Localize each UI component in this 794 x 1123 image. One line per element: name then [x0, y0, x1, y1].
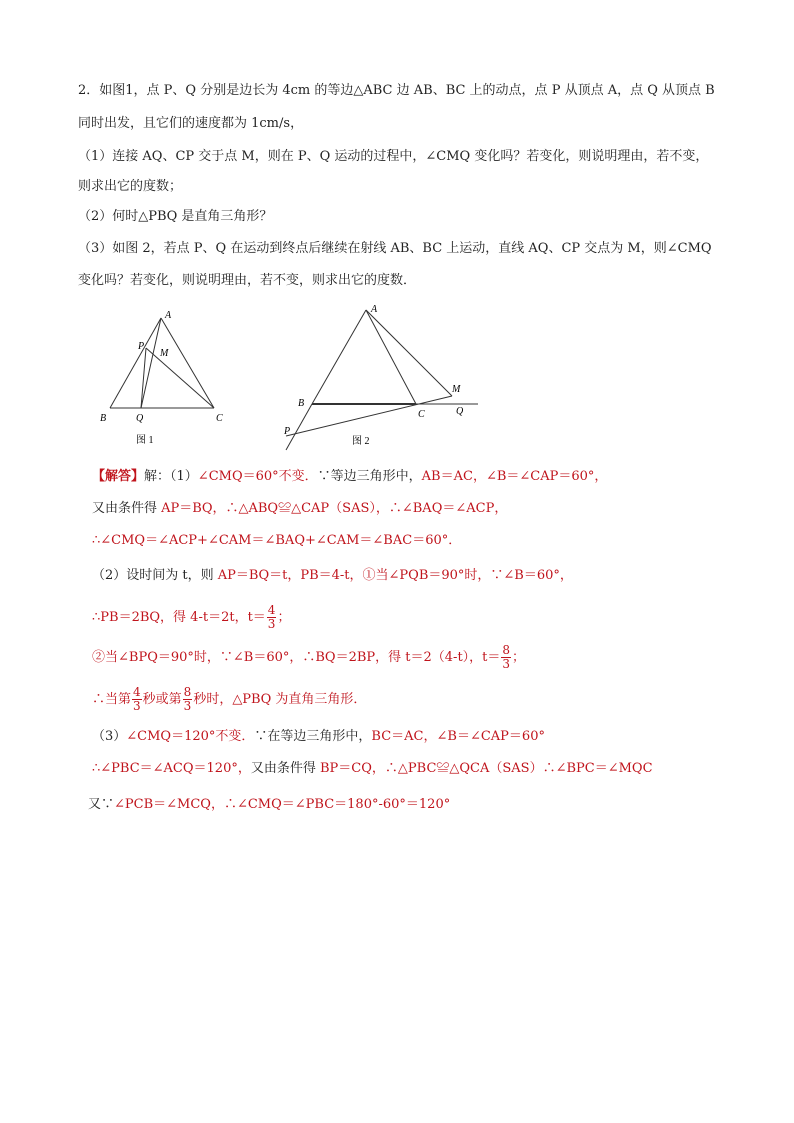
solution-math: ∴PB＝2BQ，得 4-t＝2t，t＝ [92, 610, 266, 625]
fig2-label-b: B [298, 398, 305, 409]
solution-line-1 [92, 468, 607, 486]
solution-line-9 [92, 760, 653, 778]
solution-math: AP＝BQ＝t，PB＝4-t，①当∠PQB＝90°时，∵∠B＝60°， [217, 568, 573, 583]
solution-text: ∵等边三角形中， [317, 469, 422, 484]
fig2-label-c: C [418, 409, 425, 420]
fig2-side-ac [366, 310, 416, 404]
solution-text: （2）设时间为 t，则 [92, 568, 218, 583]
solution-line-8 [92, 728, 545, 746]
fig2-line-aq [366, 310, 452, 396]
solution-text: 又由条件得 [92, 501, 162, 516]
solution-text: 又由条件得 [250, 761, 320, 776]
fig1-side-ab [110, 318, 161, 408]
solution-math: ∴∠PBC＝∠ACQ＝120°， [92, 761, 251, 776]
fig2-label-m: M [452, 384, 461, 395]
solution-math: BP＝CQ，∴△PBC≌△QCA（SAS）∴∠BPC＝∠MQC [320, 761, 653, 776]
fig2-label-q: Q [456, 406, 464, 417]
problem-line-6: （3）如图 2，若点 P、Q 在运动到终点后继续在射线 AB、BC 上运动，直线 AQ、CP 交点为 M，则∠CMQ [78, 241, 712, 256]
problem-line-2: 同时出发，且它们的速度都为 1cm/s， [78, 116, 304, 131]
fig1-caption: 图 1 [136, 435, 154, 446]
problem-line-7: 变化吗？若变化，则说明理由，若不变，则求出它的度数． [78, 273, 417, 288]
solution-math: BC＝AC，∠B＝∠CAP＝60° [371, 729, 545, 744]
figure-1 [94, 304, 244, 450]
fig2-label-p: P [284, 426, 291, 437]
solution-label: 【解答】 [92, 469, 145, 484]
fig1-segment-cp [146, 348, 214, 408]
fig2-side-ab [312, 310, 366, 404]
fig1-label-p: P [138, 341, 145, 352]
problem-line-1: 2．如图1，点 P、Q 分别是边长为 4cm 的等边△ABC 边 AB、BC 上的动点，点 P 从顶点 A，点 Q 从顶点 B [78, 83, 715, 98]
figure-2 [280, 300, 486, 454]
solution-math: ∠PCB＝∠MCQ，∴∠CMQ＝∠PBC＝180°-60°＝120° [114, 797, 451, 812]
solution-answer-1: ∠CMQ＝60°不变． [197, 469, 318, 484]
fig1-label-q: Q [136, 413, 144, 424]
solution-part-intro: 解：（1） [144, 469, 198, 484]
solution-line-3: ∴∠CMQ＝∠ACP+∠CAM＝∠BAQ+∠CAM＝∠BAC＝60°． [92, 533, 462, 548]
solution-text: 又∵ [88, 797, 115, 812]
solution-math: AP＝BQ，∴△ABQ≌△CAP（SAS），∴∠BAQ＝∠ACP， [161, 501, 508, 516]
solution-answer-3: ∠CMQ＝120°不变． [126, 729, 255, 744]
solution-line-6: ②当∠BPQ＝90°时，∵∠B＝60°，∴BQ＝2BP，得 t＝2（4-t），t＝ $\frac{8}{3}$ ； [92, 643, 526, 671]
solution-math: ②当∠BPQ＝90°时，∵∠B＝60°，∴BQ＝2BP，得 t＝2（4-t），t＝ [92, 650, 501, 665]
problem-line-3: （1）连接 AQ、CP 交于点 M，则在 P、Q 运动的过程中，∠CMQ 变化吗？若变化，则说明理由，若不变， [78, 149, 709, 164]
fig1-segment-aq [141, 318, 161, 408]
solution-text: （3） [92, 729, 127, 744]
fig2-label-a: A [371, 304, 378, 315]
problem-line-4: 则求出它的度数； [78, 179, 183, 194]
fig2-caption: 图 2 [352, 436, 370, 447]
fraction-8-3: $\frac{8}{3}$ [183, 685, 192, 713]
fig1-label-b: B [100, 413, 107, 424]
fraction-4-3: $\frac{4}{3}$ [133, 685, 141, 713]
fig1-label-a: A [165, 310, 172, 321]
fig2-line-cp [286, 396, 452, 436]
fig1-side-ac [161, 318, 214, 408]
solution-line-10 [88, 796, 450, 814]
solution-line-7: ∴当第 $\frac{4}{3}$ 秒或第 $\frac{8}{3}$ 秒时，△PBQ 为直角三角形． [92, 685, 367, 713]
solution-line-5: ∴PB＝2BQ，得 4-t＝2t，t＝ $\frac{4}{3}$ ； [92, 603, 291, 631]
solution-line-4 [92, 567, 573, 585]
fraction-8-3: $\frac{8}{3}$ [502, 643, 511, 671]
solution-line-2 [92, 500, 507, 518]
solution-math: AB＝AC，∠B＝∠CAP＝60°， [421, 469, 608, 484]
fraction-4-3: $\frac{4}{3}$ [267, 603, 276, 631]
fig1-label-c: C [216, 413, 223, 424]
solution-text: ∵在等边三角形中， [254, 729, 372, 744]
fig1-label-m: M [160, 348, 169, 359]
problem-line-5: （2）何时△PBQ 是直角三角形？ [78, 209, 273, 224]
